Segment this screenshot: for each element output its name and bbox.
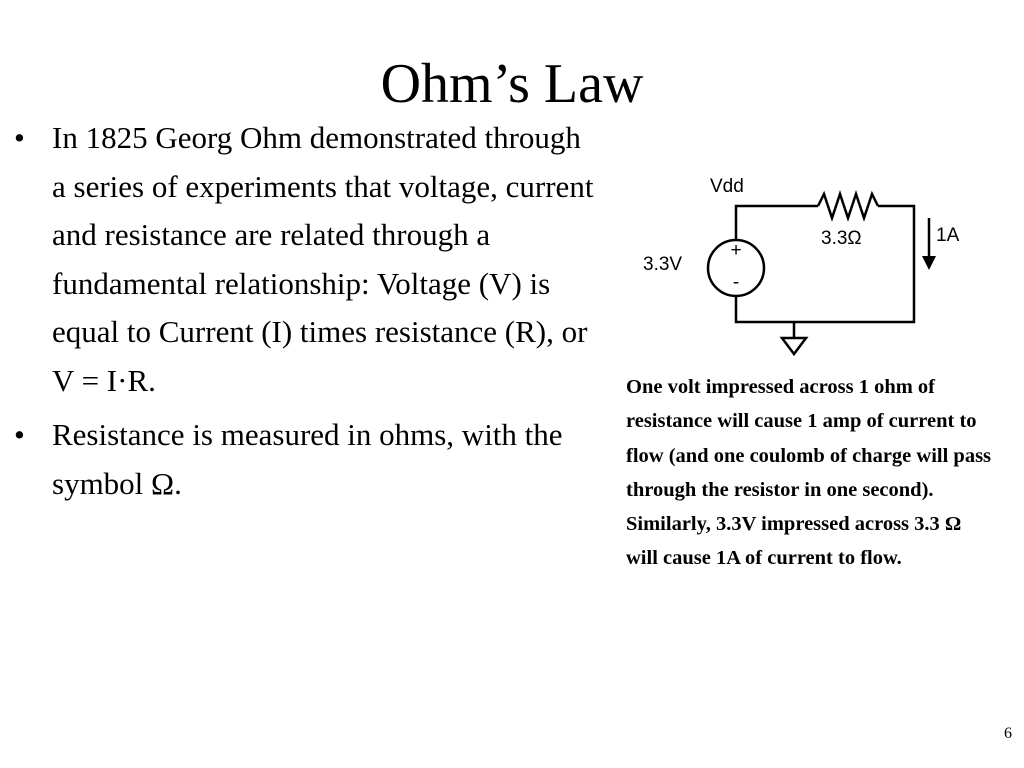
bullet-item-ohm-history [14, 114, 594, 405]
bullet-icon: • [14, 417, 25, 452]
bullet-item-ohm-unit [14, 411, 594, 508]
top-left-wire [736, 206, 818, 240]
slide-title: Ohm’s Law [380, 53, 644, 115]
source-minus-sign: - [732, 272, 740, 293]
bullet-text: Resistance is measured in ohms, with the symbol Ω. [52, 417, 563, 501]
source-plus-sign: + [730, 240, 742, 261]
bullet-text: In 1825 Georg Ohm demonstrated through a series of experiments that voltage, current and resistance are related through a fundamental relationship: Voltage (V) is equal to Current (I) times resistance (R), or V = I·R. [52, 120, 594, 398]
page-number: 6 [1004, 725, 1012, 742]
source-voltage-label: 3.3V [643, 254, 683, 275]
caption-line-one-volt: One volt impressed across 1 ohm of resistance will cause 1 amp of current to flow (and one coulomb of charge will pass through the resistor in one second). [626, 376, 992, 501]
bullet-icon: • [14, 120, 25, 155]
bullet-list [14, 114, 594, 514]
current-label: 1A [936, 225, 960, 246]
ground-icon [782, 338, 806, 354]
circuit-caption [626, 370, 996, 576]
resistor-icon [818, 194, 878, 218]
caption-line-similarly: Similarly, 3.3V impressed across 3.3 Ω will cause 1A of current to flow. [626, 513, 962, 570]
current-arrow-icon [922, 256, 936, 270]
supply-label: Vdd [710, 176, 744, 197]
circuit-diagram [630, 170, 990, 365]
resistor-value-label: 3.3Ω [821, 228, 862, 249]
